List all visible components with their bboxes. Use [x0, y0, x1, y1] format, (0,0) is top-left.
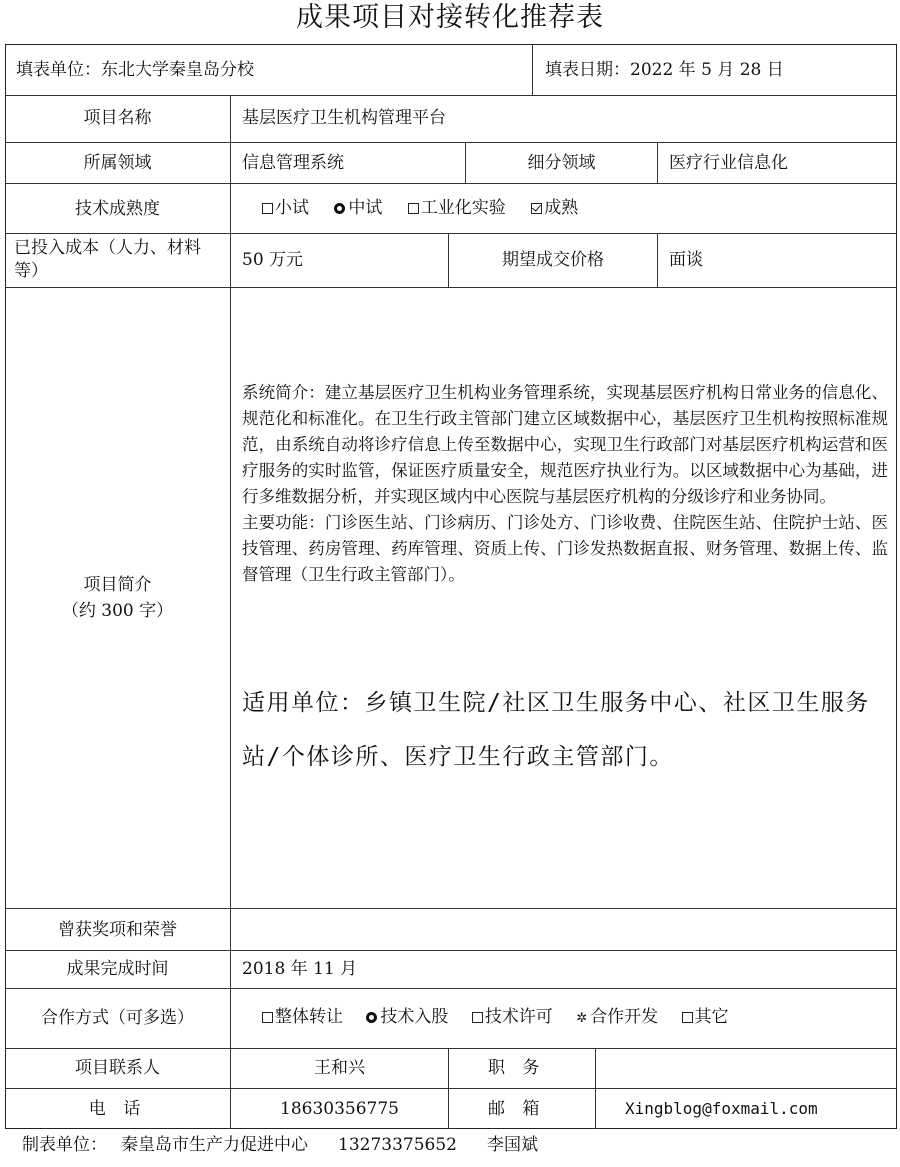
intro-paragraph: 系统简介：建立基层医疗卫生机构业务管理系统，实现基层医疗机构日常业务的信息化、规范化和标准化。在卫生行政主管部门建立区域数据中心，基层医疗卫生机构按照标准规范，由系统自动将诊疗信息上传至数据中心，实现卫生行政部门对基层医疗机构运营和医疗服务的实时监管，保证医疗质量安全，规范医疗执业行为。以区域数据中心为基础，进行多维数据分析，并实现区域内中心医院与基层医疗机构的分级诊疗和业务协同。 — [242, 383, 888, 506]
subfield-label: 细分领域 — [527, 153, 596, 173]
field-value: 信息管理系统 — [242, 153, 344, 173]
radio-selected-icon — [334, 203, 345, 214]
row-divider — [5, 183, 897, 184]
row-divider — [5, 950, 897, 951]
phone-value: 18630356775 — [280, 1099, 399, 1119]
fill-date-label: 填表日期： — [545, 60, 630, 80]
checkbox-icon — [682, 1012, 693, 1023]
checkbox-checked-icon — [531, 203, 542, 214]
fill-date-value: 2022 年 5 月 28 日 — [630, 60, 784, 80]
row-divider — [5, 1088, 897, 1089]
contact-label: 项目联系人 — [75, 1058, 160, 1078]
awards-label: 曾获奖项和荣誉 — [58, 920, 177, 940]
fill-unit-label: 填表单位： — [16, 60, 101, 80]
email-label: 邮 箱 — [488, 1099, 546, 1119]
price-label: 期望成交价格 — [502, 250, 604, 270]
completion-label: 成果完成时间 — [66, 959, 169, 979]
star-icon: ✲ — [576, 1011, 588, 1026]
intro-apply: 适用单位：乡镇卫生院/社区卫生服务中心、社区卫生服务站/个体诊所、医疗卫生行政主管部门。 — [242, 690, 870, 770]
col-divider — [230, 95, 231, 1048]
row-divider — [5, 908, 897, 909]
checkbox-icon — [262, 1012, 273, 1023]
coop-option[interactable]: ✲ 合作开发 — [576, 1006, 658, 1030]
intro-paragraph: 主要功能：门诊医生站、门诊病历、门诊处方、门诊收费、住院医生站、住院护士站、医技管理、药房管理、药库管理、资质上传、门诊发热数据直报、财务管理、数据上传、监督管理（卫生行政主管部门）。 — [242, 513, 888, 584]
form-footer — [22, 1133, 568, 1157]
field-label: 所属领域 — [83, 153, 152, 173]
row-divider — [5, 287, 897, 288]
fill-unit — [16, 59, 254, 81]
coop-options — [262, 1006, 729, 1030]
maturity-label: 技术成熟度 — [75, 199, 160, 219]
cost-label: 已投入成本（人力、材料 等） — [14, 238, 201, 281]
footer-phone: 13273375652 — [338, 1135, 457, 1155]
maturity-option[interactable]: 成熟 — [531, 197, 578, 219]
checkbox-icon — [472, 1012, 483, 1023]
maturity-option[interactable]: 工业化实验 — [408, 197, 506, 219]
col-divider — [595, 1048, 596, 1129]
coop-option[interactable]: 技术入股 — [366, 1006, 448, 1028]
coop-option[interactable]: 整体转让 — [262, 1006, 343, 1028]
price-value: 面谈 — [669, 250, 703, 270]
maturity-option[interactable]: 中试 — [334, 197, 382, 219]
coop-option[interactable]: 技术许可 — [472, 1006, 553, 1028]
radio-selected-icon — [366, 1012, 377, 1023]
footer-label: 制表单位： — [22, 1135, 107, 1155]
row-divider — [5, 988, 897, 989]
phone-label: 电 话 — [88, 1099, 147, 1119]
fill-date — [545, 59, 784, 81]
email-value: Xingblog@foxmail.com — [625, 1099, 818, 1118]
coop-option[interactable]: 其它 — [682, 1006, 729, 1028]
fill-unit-value: 东北大学秦皇岛分校 — [101, 60, 254, 80]
col-divider — [657, 142, 658, 184]
checkbox-icon — [262, 203, 273, 214]
row-divider — [5, 95, 897, 96]
footer-person: 李国斌 — [486, 1135, 538, 1155]
contact-value: 王和兴 — [314, 1058, 365, 1078]
cost-value: 50 万元 — [242, 250, 304, 270]
intro-text — [242, 380, 888, 588]
checkbox-icon — [408, 203, 419, 214]
col-divider — [448, 1048, 449, 1129]
completion-value: 2018 年 11 月 — [242, 959, 358, 979]
subfield-value: 医疗行业信息化 — [669, 153, 788, 173]
row-divider — [5, 142, 897, 143]
position-label: 职 务 — [488, 1058, 546, 1078]
maturity-options — [262, 197, 598, 219]
coop-label: 合作方式（可多选） — [41, 1008, 194, 1028]
project-name-label: 项目名称 — [83, 108, 152, 128]
maturity-option[interactable]: 小试 — [262, 197, 309, 219]
footer-org: 秦皇岛市生产力促进中心 — [121, 1135, 308, 1155]
row-divider — [5, 1048, 897, 1049]
project-name-value: 基层医疗卫生机构管理平台 — [242, 108, 446, 128]
form-title: 成果项目对接转化推荐表 — [296, 2, 604, 33]
intro-label: 项目简介 （约 300 字） — [61, 575, 174, 621]
col-divider — [657, 233, 658, 288]
col-divider — [532, 44, 533, 96]
row-divider — [5, 233, 897, 234]
